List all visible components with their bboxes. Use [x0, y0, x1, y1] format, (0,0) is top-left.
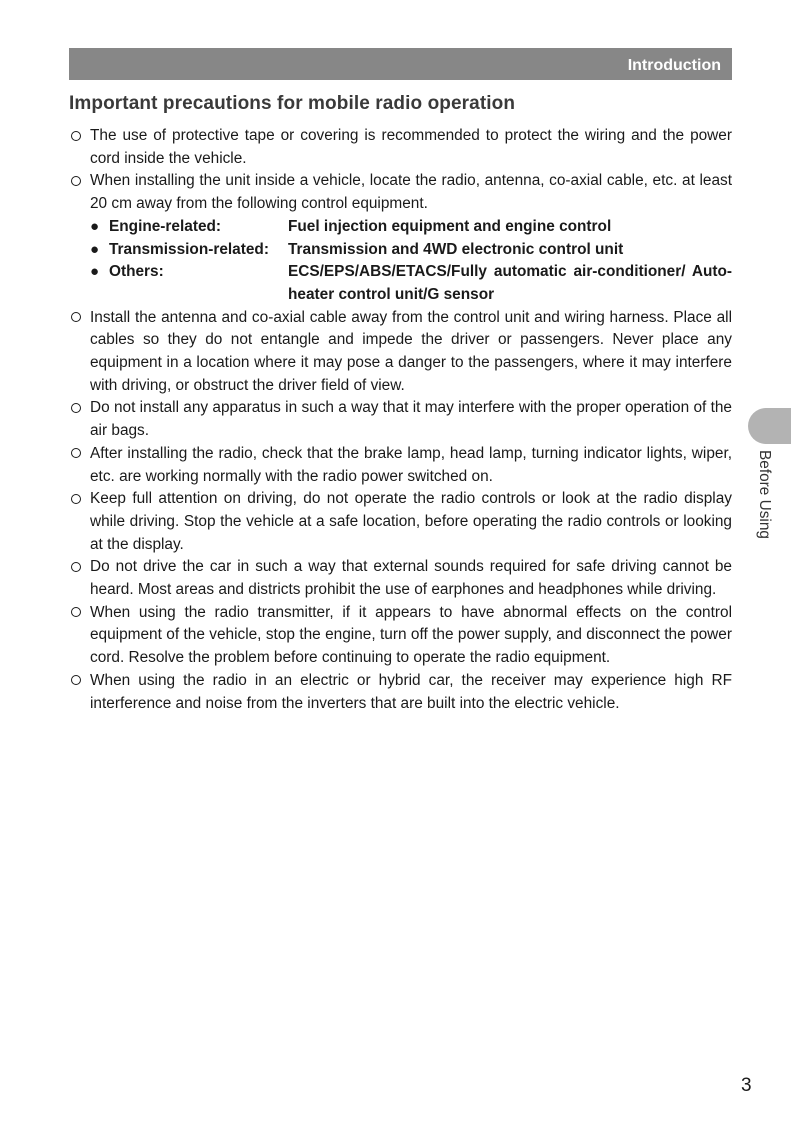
equipment-category: Transmission-related:	[109, 240, 269, 258]
control-equipment-item	[90, 239, 732, 262]
dot-bullet-icon: ●	[90, 263, 100, 281]
page-heading: Important precautions for mobile radio operation	[69, 93, 516, 114]
equipment-description: Fuel injection equipment and engine control	[288, 217, 612, 235]
precaution-text: Do not install any apparatus in such a way that it may interfere with the proper operation of the air bags.	[90, 399, 732, 440]
precaution-item	[69, 170, 732, 306]
control-equipment-item	[90, 261, 732, 306]
circle-bullet-icon	[71, 131, 81, 141]
precaution-text: When using the radio transmitter, if it appears to have abnormal effects on the control equipment of the vehicle, stop the engine, turn off the power supply, and disconnect the power cord. Resolve the problem before continuing to operate the radio equipment.	[90, 603, 732, 667]
precaution-item	[69, 670, 732, 715]
dot-bullet-icon: ●	[90, 217, 100, 235]
circle-bullet-icon	[71, 448, 81, 458]
circle-bullet-icon	[71, 607, 81, 617]
precaution-item	[69, 307, 732, 398]
side-tab-label: Before Using	[756, 450, 773, 539]
precaution-text: Keep full attention on driving, do not operate the radio controls or look at the radio display while driving. Stop the vehicle at a safe location, before operating the radio controls or looking at the display.	[90, 490, 732, 553]
control-equipment-list	[90, 216, 732, 307]
precaution-text: After installing the radio, check that the brake lamp, head lamp, turning indicator lights, wiper, etc. are working normally with the radio power switched on.	[90, 444, 732, 485]
equipment-category: Others:	[109, 263, 164, 281]
equipment-description: ECS/EPS/ABS/ETACS/Fully automatic air-conditioner/ Auto-heater control unit/G sensor	[288, 263, 732, 303]
precaution-text: Install the antenna and co-axial cable away from the control unit and wiring harness. Place all cables so they do not entangle and impede the driver or passengers. Never place any equipment in a location where it may pose a danger to the passengers, where it may interfere with driving, or obstruct the driver field of view.	[90, 308, 732, 394]
section-title: Introduction	[627, 57, 721, 74]
precaution-item	[69, 125, 732, 170]
circle-bullet-icon	[71, 494, 81, 504]
control-equipment-item	[90, 216, 732, 239]
section-header-bar	[69, 48, 732, 80]
precaution-item	[69, 556, 732, 601]
precaution-text: The use of protective tape or covering is recommended to protect the wiring and the power cord inside the vehicle.	[90, 127, 732, 167]
equipment-category: Engine-related:	[109, 217, 222, 235]
precaution-item	[69, 602, 732, 670]
dot-bullet-icon: ●	[90, 240, 100, 258]
circle-bullet-icon	[71, 403, 81, 413]
page-number: 3	[741, 1075, 752, 1096]
precaution-item	[69, 443, 732, 488]
precaution-text: When using the radio in an electric or hybrid car, the receiver may experience high RF interference and noise from the inverters that are built into the electric vehicle.	[90, 671, 732, 712]
precaution-text: When installing the unit inside a vehicle, locate the radio, antenna, co-axial cable, etc. at least 20 cm away from the following control equipment.	[90, 172, 732, 213]
circle-bullet-icon	[71, 562, 81, 572]
circle-bullet-icon	[71, 675, 81, 685]
side-thumb-tab	[748, 408, 791, 444]
precaution-text: Do not drive the car in such a way that external sounds required for safe driving cannot be heard. Most areas and districts prohibit the use of earphones and headphones while driving.	[90, 558, 732, 599]
equipment-description: Transmission and 4WD electronic control unit	[288, 240, 624, 258]
circle-bullet-icon	[71, 176, 81, 186]
precaution-item	[69, 397, 732, 442]
precaution-list	[69, 125, 732, 715]
circle-bullet-icon	[71, 312, 81, 322]
precaution-item	[69, 488, 732, 556]
